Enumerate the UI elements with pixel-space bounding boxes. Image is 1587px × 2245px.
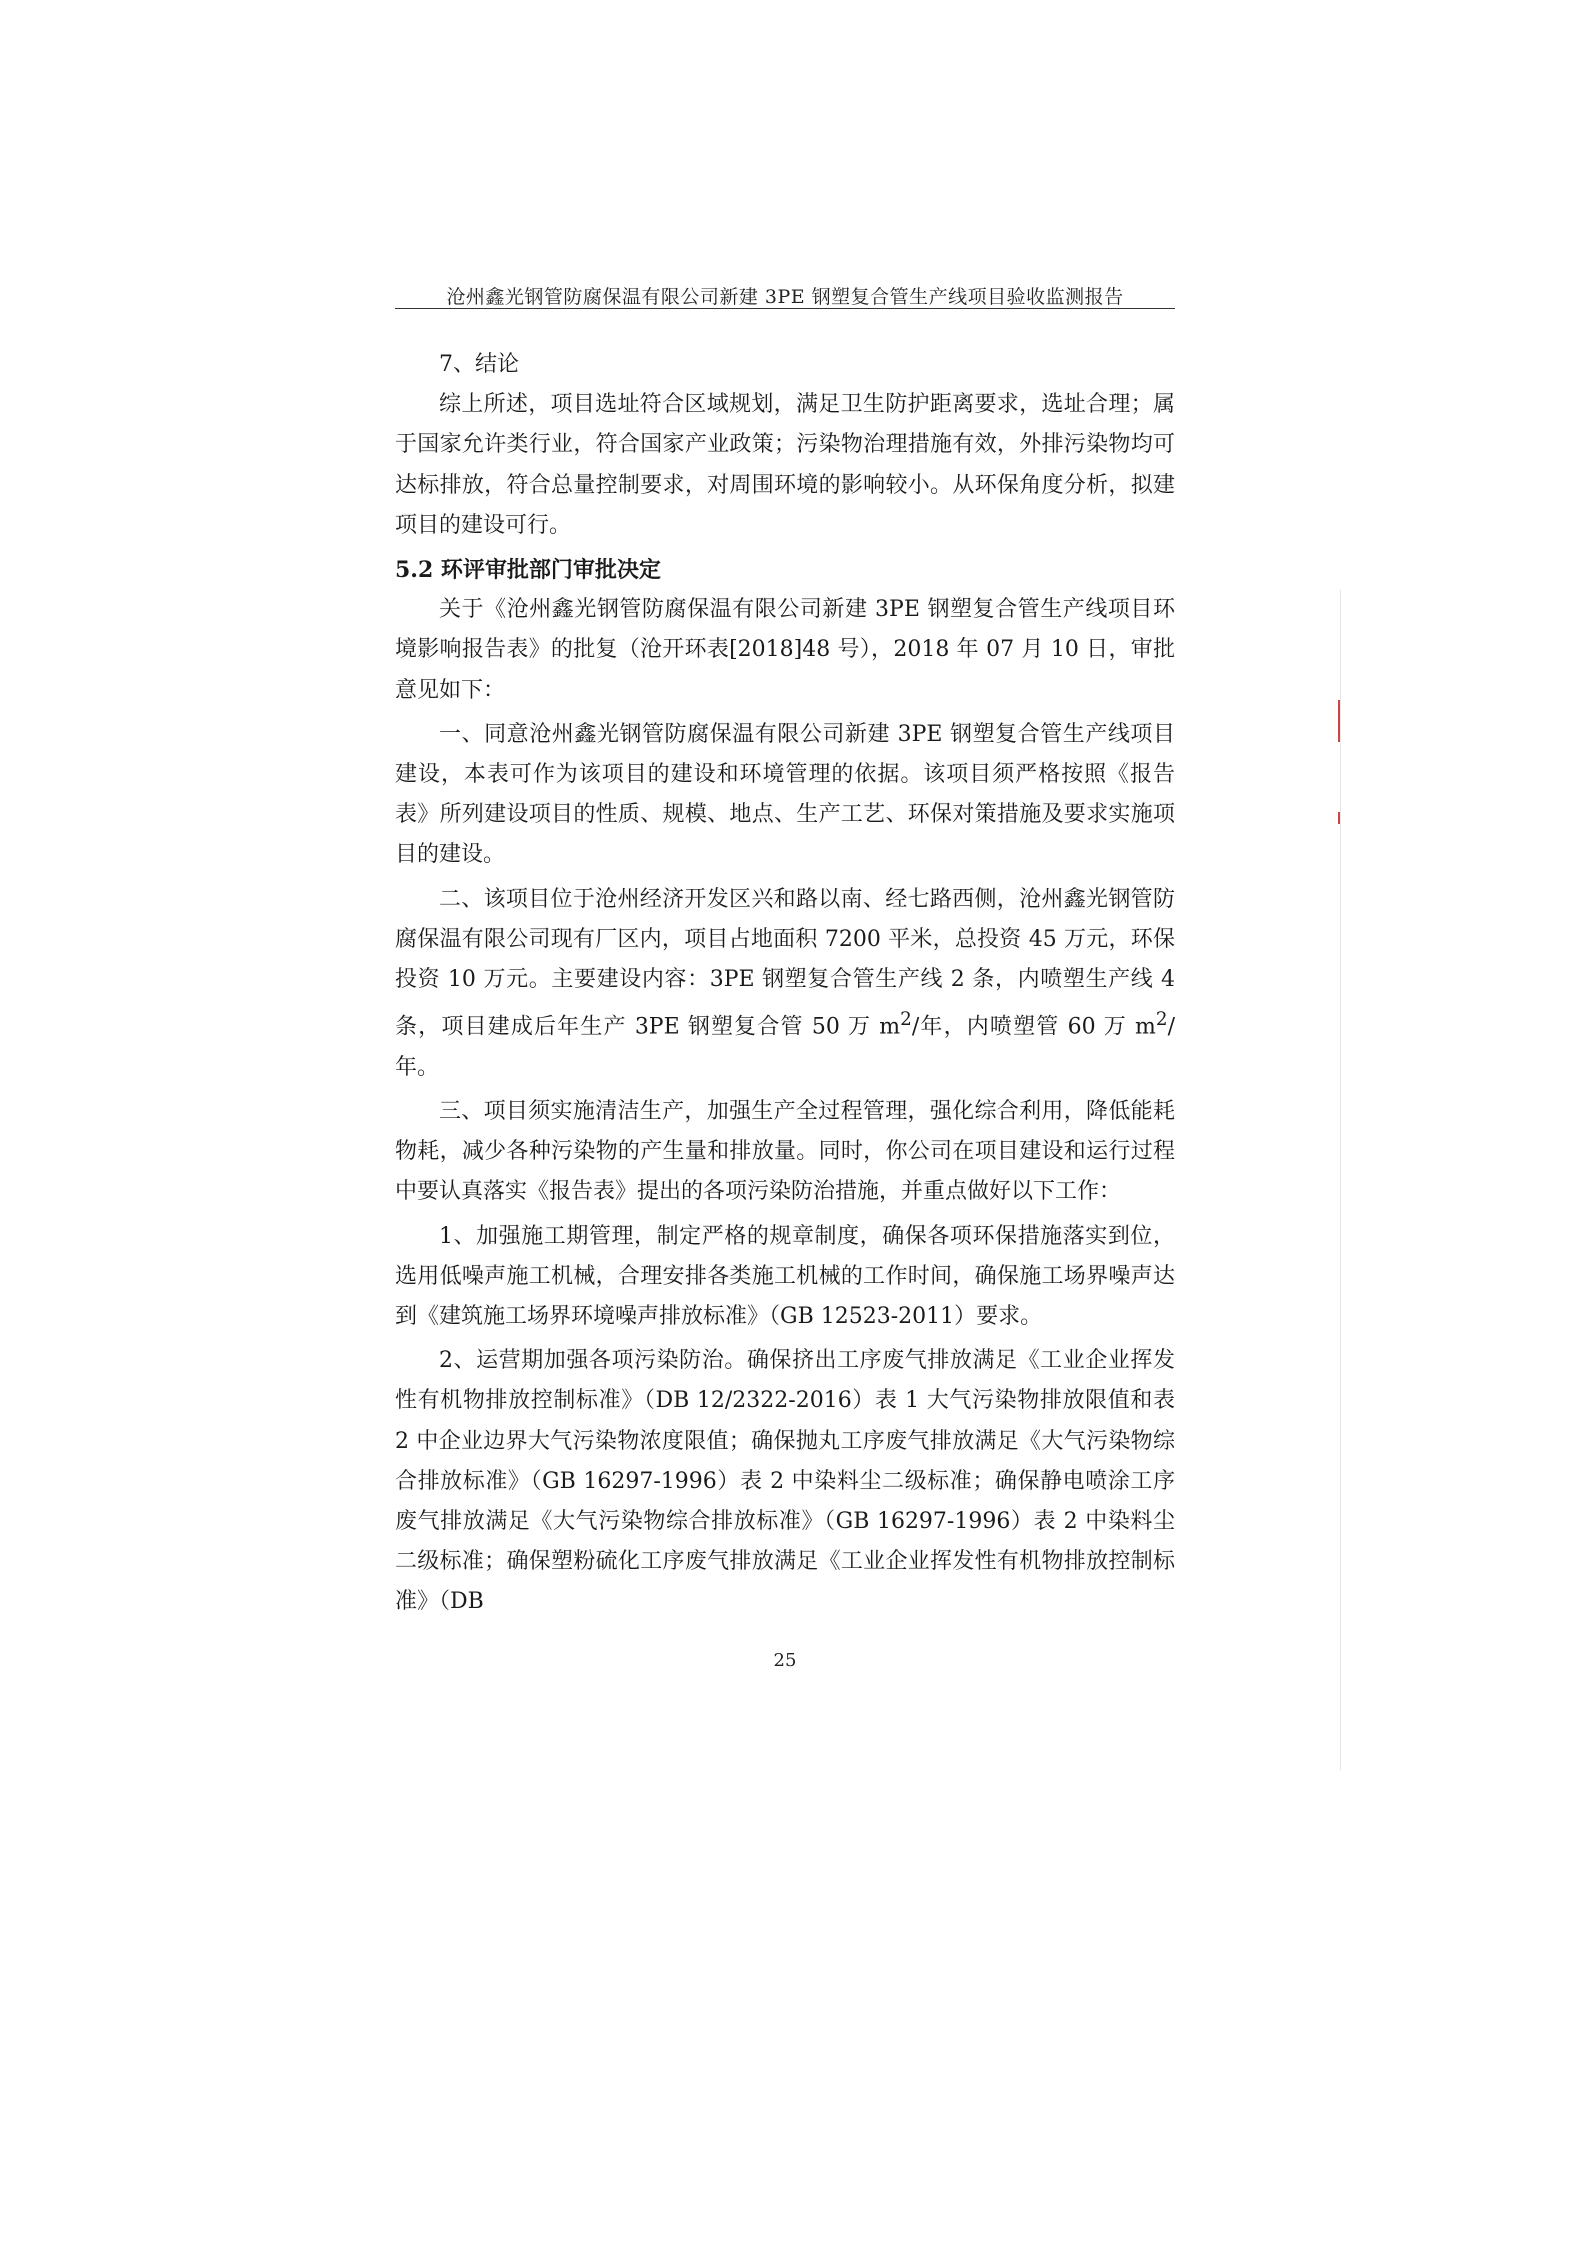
superscript-2-a: 2 — [900, 1009, 912, 1031]
approval-item-1: 一、同意沧州鑫光钢管防腐保温有限公司新建 3PE 钢塑复合管生产线项目建设，本表可作为该项目的建设和环境管理的依据。该项目须严格按照《报告表》所列建设项目的性质、规模、地点、生产工艺、环保对策措施及要求实施项目的建设。 — [395, 721, 1175, 868]
approval-item-2-text-a: 二、该项目位于沧州经济开发区兴和路以南、经七路西侧，沧州鑫光钢管防腐保温有限公司现有厂区内，项目占地面积 7200 平米，总投资 45 万元，环保投资 10 万元。主要建设内容：3PE 钢塑复合管生产线 2 条，内喷塑生产线 4 条，项目建成后年生产 3PE 钢塑复合管 50 万 m — [395, 886, 1175, 1040]
section-7-paragraph: 综上所述，项目选址符合区域规划，满足卫生防护距离要求，选址合理；属于国家允许类行业，符合国家产业政策；污染物治理措施有效，外排污染物均可达标排放，符合总量控制要求，对周围环境的影响较小。从环保角度分析，拟建项目的建设可行。 — [395, 392, 1175, 538]
approval-subitem-1: 1、加强施工期管理，制定严格的规章制度，确保各项环保措施落实到位，选用低噪声施工机械，合理安排各类施工机械的工作时间，确保施工场界噪声达到《建筑施工场界环境噪声排放标准》（GB 12523-2011）要求。 — [395, 1223, 1175, 1329]
scan-edge-line — [1340, 590, 1341, 1770]
superscript-2-b: 2 — [1155, 1009, 1168, 1031]
section-7-heading: 7、结论 — [439, 352, 519, 377]
approval-subitem-2: 2、运营期加强各项污染防治。确保挤出工序废气排放满足《工业企业挥发性有机物排放控制标准》（DB 12/2322-2016）表 1 大气污染物排放限值和表 2 中企业边界大气污染物浓度限值；确保抛丸工序废气排放满足《大气污染物综合排放标准》（GB 16297-1996）表 2 中染料尘二级标准；确保静电喷涂工序废气排放满足《大气污染物综合排放标准》（GB 16297-1996）表 2 中染料尘二级标准；确保塑粉硫化工序废气排放满足《工业企业挥发性有机物排放控制标准》（DB — [395, 1348, 1175, 1615]
scan-red-mark — [1338, 812, 1340, 824]
approval-item-2-text-c: /年。 — [395, 1014, 1176, 1080]
page-number: 25 — [773, 1650, 797, 1671]
approval-intro-paragraph: 关于《沧州鑫光钢管防腐保温有限公司新建 3PE 钢塑复合管生产线项目环境影响报告表》的批复（沧开环表[2018]48 号），2018 年 07 月 10 日，审批意见如下： — [395, 597, 1175, 703]
document-body — [395, 345, 1175, 1623]
approval-item-2 — [395, 880, 1175, 1088]
approval-item-2-text-b: /年，内喷塑管 60 万 m — [911, 1014, 1156, 1040]
page-header-title: 沧州鑫光钢管防腐保温有限公司新建 3PE 钢塑复合管生产线项目验收监测报告 — [446, 286, 1124, 308]
scan-red-mark — [1338, 700, 1340, 742]
section-5-2-heading: 5.2 环评审批部门审批决定 — [395, 557, 661, 584]
approval-item-3: 三、项目须实施清洁生产，加强生产全过程管理，强化综合利用，降低能耗物耗，减少各种污染物的产生量和排放量。同时，你公司在项目建设和运行过程中要认真落实《报告表》提出的各项污染防治措施，并重点做好以下工作： — [395, 1098, 1175, 1205]
header-divider — [395, 308, 1175, 309]
